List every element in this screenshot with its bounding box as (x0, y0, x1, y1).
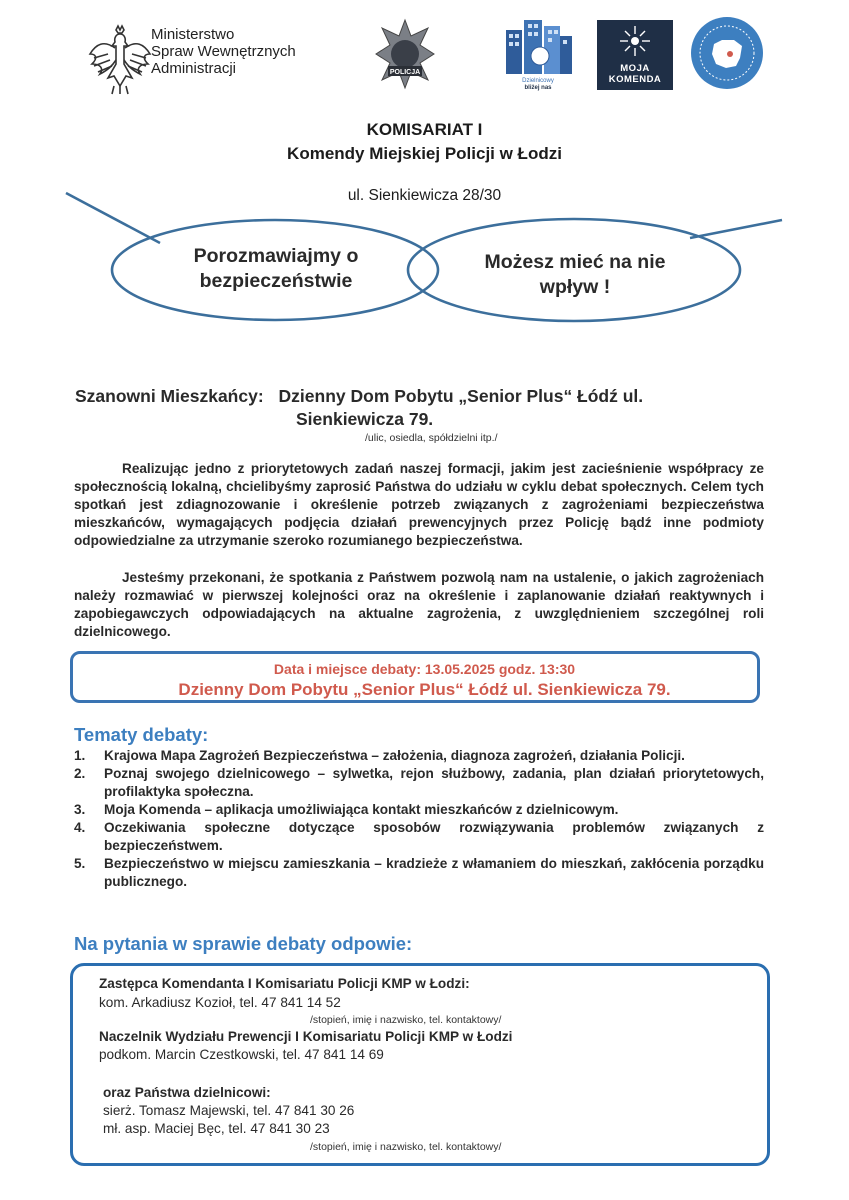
police-badge-text: POLICJA (389, 69, 421, 76)
ministry-line-2: Spraw Wewnętrznych (151, 43, 296, 60)
bubble-you-can-influence (440, 250, 710, 300)
topic-item (74, 819, 764, 855)
topic-item (74, 855, 764, 891)
debate-place: Dzienny Dom Pobytu „Senior Plus“ Łódź ul. Sienkiewicza 79. (178, 680, 671, 699)
station-title: KOMISARIAT I (366, 120, 483, 139)
topic-number: 2. (74, 766, 86, 781)
moja-komenda-line-1: MOJA (620, 63, 650, 74)
greeting-hint: /ulic, osiedla, spółdzielni itp./ (365, 432, 498, 444)
contacts-title: Na pytania w sprawie debaty odpowie: (74, 933, 413, 954)
police-star-icon (374, 18, 436, 95)
topic-text: Moja Komenda – aplikacja umożliwiająca kontakt mieszkańców z dzielnicowym. (104, 802, 619, 817)
sun-burst-icon (597, 20, 673, 60)
chief-person: podkom. Marcin Czestkowski, tel. 47 841 14 69 (99, 1047, 384, 1062)
greeting-place-line-1: Dzienny Dom Pobytu „Senior Plus“ Łódź ul. (278, 386, 644, 406)
intro-paragraph: Realizując jedno z priorytetowych zadań naszej formacji, jakim jest zacieśnienie współpracy ze społecznością lokalną, chcielibyśmy zaprosić Państwa do udziału w cyklu debat społecznych. Celem tych spotkań jest zdiagnozowanie i określenie potrzeb związanych z zagrożeniami bezpieczeństwa mieszkańców, wymagających podjęcia działań prewencyjnych przez Policję bądź inne podmioty odpowiedzialne za utrzymanie szeroko rozumianego bezpieczeństwa. (74, 461, 764, 548)
officers-heading: oraz Państwa dzielnicowi: (103, 1085, 271, 1100)
topic-item (74, 747, 764, 765)
station-address: ul. Sienkiewicza 28/30 (347, 187, 502, 204)
greeting-place-line-2: Sienkiewicza 79. (296, 409, 434, 429)
topic-text: Krajowa Mapa Zagrożeń Bezpieczeństwa – założenia, diagnoza zagrożeń, działania Policji. (104, 748, 685, 763)
topic-item (74, 801, 764, 819)
bubble-left-line-2: bezpieczeństwie (199, 270, 353, 292)
topics-list (74, 747, 764, 891)
deputy-person: kom. Arkadiusz Kozioł, tel. 47 841 14 52 (99, 995, 341, 1010)
bubble-right-line-2: wpływ ! (539, 276, 611, 298)
topics-title: Tematy debaty: (74, 724, 209, 745)
topic-text: Oczekiwania społeczne dotyczące sposobów rozwiązywania problemów związanych z bezpieczeństwem. (104, 820, 764, 853)
deputy-heading: Zastępca Komendanta I Komisariatu Policji KMP w Łodzi: (99, 976, 470, 991)
topic-item (74, 765, 764, 801)
topic-text: Bezpieczeństwo w miejscu zamieszkania – kradzieże z włamaniem do mieszkań, zakłócenia porządku publicznego. (104, 856, 764, 889)
topic-text: Poznaj swojego dzielnicowego – sylwetka, rejon służbowy, zadania, plan działań priorytetowych, profilaktyka społeczna. (104, 766, 764, 799)
officer-1: sierż. Tomasz Majewski, tel. 47 841 30 26 (103, 1103, 355, 1118)
station-subtitle: Komendy Miejskiej Policji w Łodzi (287, 144, 562, 163)
topic-number: 4. (74, 820, 86, 835)
ministry-name (151, 26, 296, 77)
moja-komenda-line-2: KOMENDA (608, 74, 662, 85)
ministry-line-1: Ministerstwo (151, 26, 235, 43)
district-officer-logo (502, 16, 574, 97)
speech-ellipses (0, 185, 849, 335)
eagle-emblem-icon (86, 24, 154, 101)
bubble-right-line-1: Możesz mieć na nie (484, 251, 666, 273)
bubble-left-line-1: Porozmawiajmy o (193, 245, 359, 267)
topic-number: 1. (74, 748, 86, 763)
district-caption-2: bliżej nas (524, 85, 552, 91)
topic-number: 5. (74, 856, 86, 871)
contact-hint: /stopień, imię i nazwisko, tel. kontaktowy/ (310, 1141, 502, 1153)
threat-map-logo-icon (690, 16, 764, 95)
officer-2: mł. asp. Maciej Bęc, tel. 47 841 30 23 (103, 1121, 330, 1136)
ministry-line-3: Administracji (151, 60, 237, 77)
greeting (75, 385, 643, 407)
salutation: Szanowni Mieszkańcy: (75, 386, 264, 406)
contact-hint: /stopień, imię i nazwisko, tel. kontaktowy/ (310, 1014, 502, 1026)
moja-komenda-logo (597, 20, 673, 90)
district-caption-1: Dzielnicowy (522, 78, 554, 84)
purpose-paragraph: Jesteśmy przekonani, że spotkania z Państwem pozwolą nam na ustalenie, o jakich zagrożeniach należy rozmawiać w pierwszej kolejności oraz na określenie i zaplanowanie działań reaktywnych i zapobiegawczych odpowiadających na aktualne zagrożenia, z uwzględnieniem szczególnej roli dzielnicowego. (74, 570, 764, 639)
debate-date: Data i miejsce debaty: 13.05.2025 godz. 13:30 (273, 661, 576, 677)
topic-number: 3. (74, 802, 86, 817)
bubble-lets-talk (140, 244, 412, 294)
chief-heading: Naczelnik Wydziału Prewencji I Komisariatu Policji KMP w Łodzi (99, 1029, 513, 1044)
